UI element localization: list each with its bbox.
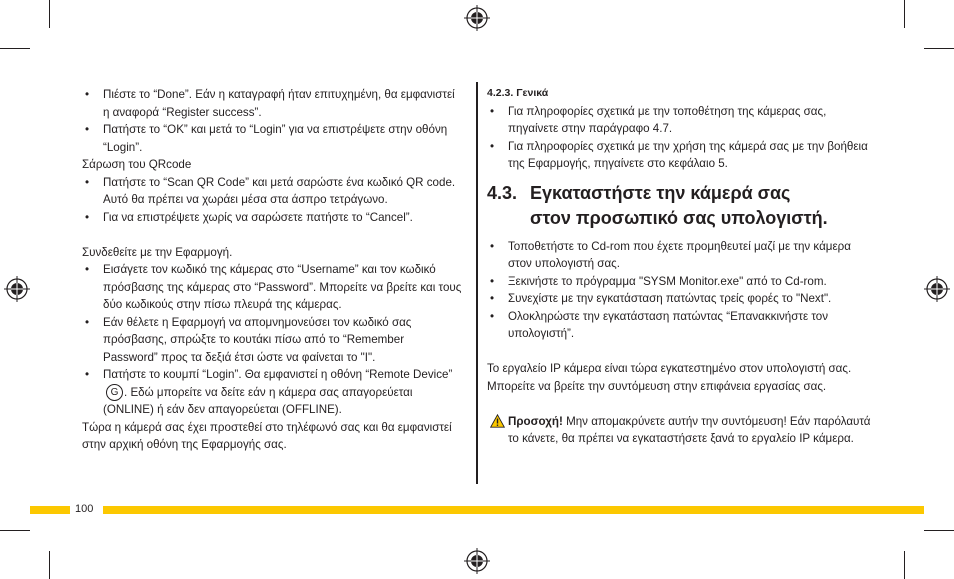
section-number: 4.3. [487, 182, 518, 203]
list-item: • Ολοκληρώστε την εγκατάσταση πατώντας “Επανακκινήστε τον υπολογιστή”. [487, 308, 877, 343]
crop-mark [924, 48, 954, 49]
registration-mark-icon [464, 548, 490, 574]
crop-mark [49, 551, 50, 579]
crop-mark [0, 530, 30, 531]
footer-bar-right [103, 506, 924, 514]
list-item: • Ξεκινήστε το πρόγραμμα "SYSM Monitor.exe" από το Cd-rom. [487, 273, 877, 291]
paragraph: Τώρα η κάμερά σας έχει προστεθεί στο τηλέφωνό σας και θα εμφανιστεί στην αρχική οθόνη της Εφαρμογής σας. [82, 420, 452, 451]
list-item [82, 366, 462, 419]
warning-note [487, 413, 877, 448]
registration-mark-icon [4, 276, 30, 302]
warning-text: Μην απομακρύνετε αυτήν την συντόμευση! Εάν παρόλαυτά το κάνετε, θα πρέπει να εγκαταστήσετε ξανά το εργαλείο IP κάμερα. [508, 414, 871, 445]
paragraph: Σάρωση του QRcode [82, 158, 192, 171]
page-number: 100 [75, 503, 94, 515]
paragraph: Το εργαλείο IP κάμερα είναι τώρα εγκατεστημένο στον υπολογιστή σας. Μπορείτε να βρείτε την συντόμευση στην επιφάνεια εργασίας σας. [487, 362, 852, 393]
warning-icon [490, 414, 505, 428]
paragraph: Συνδεθείτε με την Εφαρμογή. [82, 245, 233, 259]
list-item: • Για πληροφορίες σχετικά με την χρήση της κάμερά σας με την βοήθεια της Εφαρμογής, πηγαίνετε στο κεφάλαιο 5. [487, 138, 877, 173]
warning-label: Προσοχή! [508, 414, 563, 428]
list-item: • Πιέστε το “Done”. Εάν η καταγραφή ήταν επιτυχημένη, θα εμφανιστεί η αναφορά “Register success”. [82, 86, 462, 121]
list-item: • Εάν θέλετε η Εφαρμογή να απομνημονεύσει τον κωδικό σας πρόσβασης, σπρώξτε το κουτάκι πίσω από το “Remember Password” προς τα δεξιά έτσι ώστε να φαίνεται το "I". [82, 314, 462, 367]
list-item: • Τοποθετήστε το Cd-rom που έχετε προμηθευτεί μαζί με την κάμερα στον υπολογιστή σας. [487, 238, 877, 273]
section-heading [487, 181, 877, 231]
list-item: • Για να επιστρέψετε χωρίς να σαρώσετε πατήστε το “Cancel”. [82, 209, 462, 227]
list-item: • Για πληροφορίες σχετικά με την τοποθέτηση της κάμερας σας, πηγαίνετε στην παράγραφο 4.7. [487, 103, 877, 138]
list-item: • Εισάγετε τον κωδικό της κάμερας στο “Username” και τον κωδικό πρόσβασης της κάμερας στο “Password”. Μπορείτε να βρείτε και τους δύο κωδικούς στην πίσω πλευρά της κάμερας. [82, 261, 462, 314]
crop-mark [904, 551, 905, 579]
section-title-line1: Εγκαταστήστε την κάμερά σας [530, 182, 791, 203]
crop-mark [924, 530, 954, 531]
section-title-line2: στον προσωπικό σας υπολογιστή. [530, 207, 828, 228]
list-item-text: Πατήστε το κουμπί “Login”. Θα εμφανιστεί η οθόνη “Remote Device” [103, 368, 453, 381]
subsection-heading: 4.2.3. Γενικά [487, 87, 549, 99]
crop-mark [904, 0, 905, 28]
list-item: • Συνεχίστε με την εγκατάσταση πατώντας τρείς φορές το "Next". [487, 290, 877, 308]
list-item: • Πατήστε το “OK” και μετά το “Login” για να επιστρέψετε στην οθόνη “Login”. [82, 121, 462, 156]
list-item-text: . Εδώ μπορείτε να δείτε εάν η κάμερα σας απαγορεύεται (ONLINE) ή εάν δεν απαγορεύεται (OFFLINE). [103, 385, 413, 416]
registration-mark-icon [464, 5, 490, 31]
column-divider [476, 82, 478, 484]
list-item: • Πατήστε το “Scan QR Code” και μετά σαρώστε ένα κωδικό QR code. Αυτό θα πρέπει να χωράει μέσα στα άσπρο τετράγωνο. [82, 174, 462, 209]
right-column [487, 86, 877, 448]
crop-mark [49, 0, 50, 28]
footer-bar-left [30, 506, 70, 514]
left-column [82, 86, 462, 454]
crop-mark [0, 48, 30, 49]
remote-device-icon: G [106, 384, 123, 401]
registration-mark-icon [924, 276, 950, 302]
